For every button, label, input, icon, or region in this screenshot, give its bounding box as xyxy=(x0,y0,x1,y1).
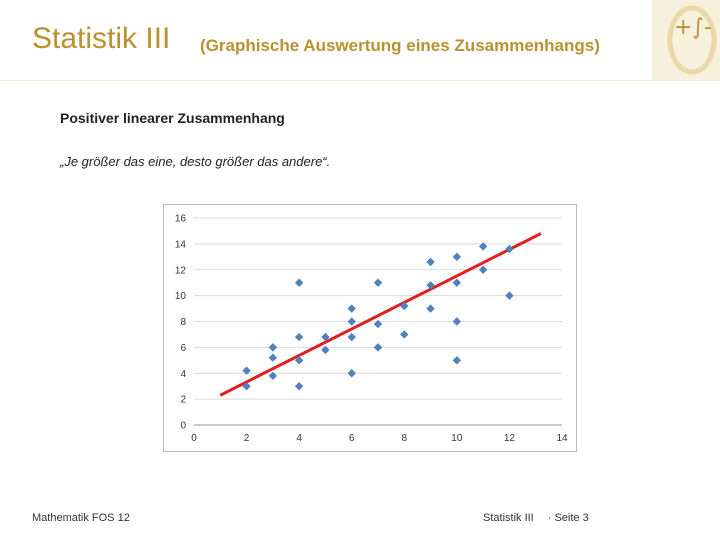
y-tick-label: 6 xyxy=(180,342,186,354)
regression-line xyxy=(220,234,541,396)
data-point xyxy=(269,354,277,362)
x-tick-label: 4 xyxy=(296,433,302,444)
x-tick-label: 10 xyxy=(451,433,463,444)
data-point xyxy=(453,278,461,286)
data-point xyxy=(453,356,461,364)
data-point xyxy=(348,317,356,325)
x-tick-label: 0 xyxy=(191,433,197,444)
data-point xyxy=(348,369,356,377)
slide-subtitle: (Graphische Auswertung eines Zusammenhangs) xyxy=(200,36,600,55)
data-point xyxy=(453,317,461,325)
data-point xyxy=(295,333,303,341)
integral-logo-icon xyxy=(652,0,720,80)
scatter-chart xyxy=(163,204,577,452)
data-point xyxy=(374,343,382,351)
logo-symbols: +∫- xyxy=(674,15,712,40)
x-tick-label: 6 xyxy=(348,433,355,444)
y-tick-label: 14 xyxy=(174,239,186,251)
y-tick-label: 4 xyxy=(180,368,186,380)
data-point xyxy=(505,291,513,299)
y-tick-label: 10 xyxy=(174,291,186,303)
data-point xyxy=(269,343,277,351)
y-tick-label: 12 xyxy=(174,265,186,277)
x-tick-label: 2 xyxy=(243,433,250,444)
data-point xyxy=(295,278,303,286)
x-tick-label: 14 xyxy=(556,433,568,444)
footer-page-info xyxy=(483,512,603,524)
data-point xyxy=(479,266,487,274)
scatter-plot-svg xyxy=(164,205,576,451)
footer-section: Statistik III xyxy=(483,512,534,524)
header-divider xyxy=(0,80,720,81)
data-point xyxy=(426,304,434,312)
data-point xyxy=(348,333,356,341)
x-tick-label: 12 xyxy=(503,433,515,444)
slide-title: Statistik III xyxy=(32,22,171,55)
data-point xyxy=(400,330,408,338)
data-point xyxy=(295,382,303,390)
y-tick-label: 16 xyxy=(174,213,186,225)
y-tick-label: 2 xyxy=(180,394,186,406)
data-point xyxy=(374,278,382,286)
footer-page-number: · Seite 3 xyxy=(547,512,589,524)
footer-course: Mathematik FOS 12 xyxy=(32,512,130,524)
section-heading: Positiver linearer Zusammenhang xyxy=(60,110,285,126)
data-point xyxy=(453,253,461,261)
quote-text: „Je größer das eine, desto größer das andere“. xyxy=(60,154,331,169)
x-tick-label: 8 xyxy=(401,433,408,444)
y-tick-label: 0 xyxy=(180,420,186,432)
y-tick-label: 8 xyxy=(180,317,186,328)
data-point xyxy=(426,258,434,266)
data-point xyxy=(348,304,356,312)
